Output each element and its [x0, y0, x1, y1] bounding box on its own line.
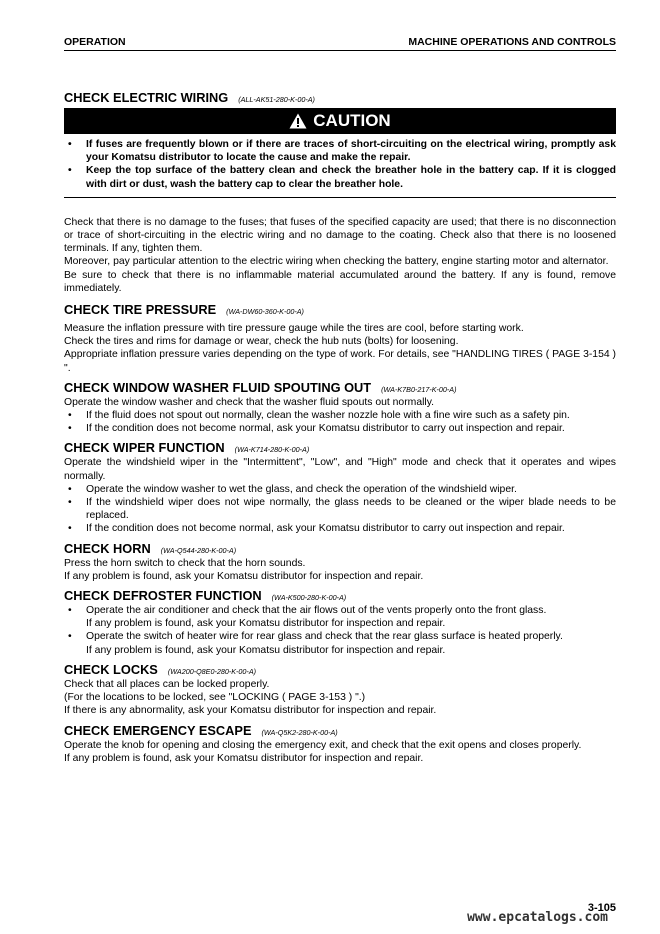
paragraph: Operate the window washer and check that the washer fluid spouts out normally. — [64, 396, 435, 408]
page-number: 3-105 — [587, 902, 616, 914]
paragraph: Check the tires and rims for damage or wear, check the hub nuts (bolts) for loosening. — [64, 336, 459, 348]
list-item: • Operate the air conditioner and check that the air flows out of the vents properly onto the front glass. If any problem is found, ask your Komatsu distributor for inspection and repair. — [64, 604, 616, 630]
header-section-label: OPERATION — [64, 36, 126, 48]
section-code: (WA-Q5K2-280-K-00-A) — [261, 727, 338, 737]
section-defroster — [64, 588, 616, 657]
list-item: • If the condition does not become normal, ask your Komatsu distributor to carry out inspection and repair. — [64, 422, 616, 435]
paragraph: Operate the windshield wiper in the "Intermittent", "Low", and "High" mode and check that it operates and wipes normally. — [64, 457, 616, 482]
header-chapter-label: MACHINE OPERATIONS AND CONTROLS — [408, 36, 616, 48]
section-emergency-escape — [64, 723, 616, 765]
paragraph: Moreover, pay particular attention to the electric wiring when checking the battery, engine starting motor and alternator. — [64, 256, 609, 268]
paragraph: Appropriate inflation pressure varies depending on the type of work. For details, see "HANDLING TIRES ( PAGE 3-154 ) ". — [64, 349, 616, 374]
section-code: (WA-DW60-360-K-00-A) — [226, 307, 304, 317]
paragraph: If any problem is found, ask your Komatsu distributor for inspection and repair. — [64, 570, 424, 582]
paragraph: Check that all places can be locked properly. — [64, 678, 270, 690]
section-title: CHECK LOCKS (WA200-Q8E0-280-K-00-A) — [64, 661, 257, 677]
caution-banner — [64, 108, 616, 134]
section-code: (WA-K714-280-K-00-A) — [234, 445, 310, 455]
caution-list — [64, 134, 616, 191]
section-title: CHECK DEFROSTER FUNCTION (WA-K500-280-K-00-A) — [64, 588, 347, 604]
paragraph: Be sure to check that there is no inflammable material accumulated around the battery. If any is found, remove immediately. — [64, 269, 616, 294]
paragraph: If any problem is found, ask your Komatsu distributor for inspection and repair. — [64, 752, 424, 764]
paragraph: (For the locations to be locked, see "LOCKING ( PAGE 3-153 ) ".) — [64, 692, 366, 704]
section-title: CHECK WINDOW WASHER FLUID SPOUTING OUT (WA-K7B0-217-K-00-A) — [64, 379, 457, 395]
paragraph: Press the horn switch to check that the horn sounds. — [64, 557, 306, 569]
caution-item: • Keep the top surface of the battery clean and check the breather hole in the battery cap. If it is clogged with dirt or dust, wash the battery cap to clear the breather hole. — [64, 164, 616, 190]
paragraph: Operate the knob for opening and closing the emergency exit, and check that the exit opens and closes properly. — [64, 739, 582, 751]
caution-item: • If fuses are frequently blown or if there are traces of short-circuiting on the electrical wiring, promptly ask your Komatsu distributor to locate the cause and make the repair. — [64, 138, 616, 164]
section-code: (WA200-Q8E0-280-K-00-A) — [167, 666, 257, 676]
section-title: CHECK EMERGENCY ESCAPE (WA-Q5K2-280-K-00-A) — [64, 722, 338, 738]
list-item: • Operate the window washer to wet the glass, and check the operation of the windshield wiper. — [64, 483, 616, 496]
paragraph: If there is any abnormality, ask your Komatsu distributor for inspection and repair. — [64, 705, 437, 717]
list-item: • Operate the switch of heater wire for rear glass and check that the rear glass surface is heated properly. If any problem is found, ask your Komatsu distributor for inspection and repair. — [64, 630, 616, 656]
list-item: • If the windshield wiper does not wipe normally, the glass needs to be cleaned or the wiper blade needs to be replaced. — [64, 496, 616, 522]
list-item: • If the fluid does not spout out normally, clean the washer nozzle hole with a fine wire such as a safety pin. — [64, 409, 616, 422]
bullet-list — [64, 483, 616, 536]
section-tire-pressure — [64, 302, 616, 375]
caution-label: CAUTION — [313, 111, 391, 130]
section-horn — [64, 541, 616, 583]
section-electric-wiring — [64, 90, 616, 295]
watermark: www.epcatalogs.com — [467, 910, 608, 925]
paragraph: Measure the inflation pressure with tire pressure gauge while the tires are cool, before starting work. — [64, 323, 524, 335]
section-code: (ALL-AK51-280-K-00-A) — [238, 95, 315, 104]
section-locks — [64, 662, 616, 718]
list-item: • If the condition does not become normal, ask your Komatsu distributor to carry out inspection and repair. — [64, 522, 616, 535]
bullet-list — [64, 409, 616, 435]
warning-triangle-icon — [289, 113, 307, 129]
section-title: CHECK TIRE PRESSURE (WA-DW60-360-K-00-A) — [64, 302, 304, 318]
page-header — [64, 36, 616, 51]
section-code: (WA-Q544-280-K-00-A) — [160, 545, 237, 555]
bullet-list — [64, 604, 616, 657]
section-title: CHECK HORN (WA-Q544-280-K-00-A) — [64, 540, 237, 556]
section-window-washer — [64, 380, 616, 436]
page-content — [64, 90, 616, 765]
section-code: (WA-K500-280-K-00-A) — [271, 593, 347, 603]
paragraph: Check that there is no damage to the fuses; that fuses of the specified capacity are used; that there is no disconnection or trace of short-circuiting in the electric wiring and no damage to the coating. Check also that there is no loosened terminals. If any, tighten them. — [64, 216, 616, 255]
section-title: CHECK ELECTRIC WIRING (ALL-AK51-280-K-00-A) — [64, 90, 315, 105]
section-code: (WA-K7B0-217-K-00-A) — [381, 384, 457, 394]
section-title: CHECK WIPER FUNCTION (WA-K714-280-K-00-A) — [64, 440, 310, 456]
section-wiper-function — [64, 440, 616, 535]
